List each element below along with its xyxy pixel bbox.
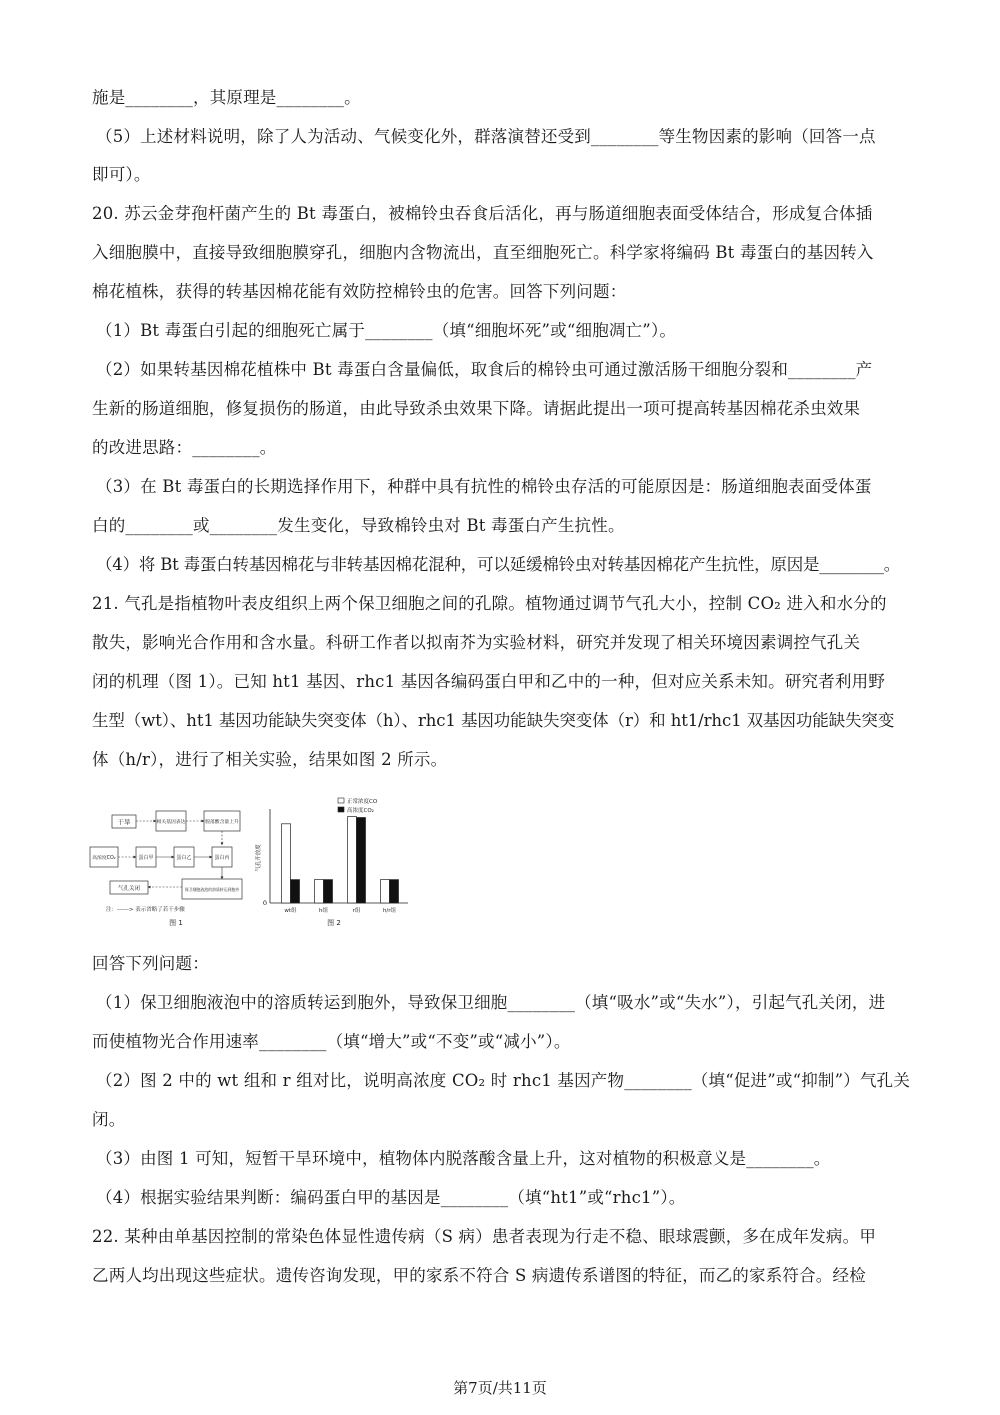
figure-2-caption: 图 2 bbox=[327, 919, 341, 927]
text-line: 施是________，其原理是________。 bbox=[92, 88, 361, 107]
x-tick-label: r组 bbox=[352, 908, 361, 914]
text-line: 即可）。 bbox=[92, 165, 151, 184]
legend-swatch bbox=[338, 798, 344, 803]
bar-normal-co2 bbox=[348, 817, 357, 903]
figure-1-note: 注：------> 表示省略了若干步骤 bbox=[106, 907, 185, 913]
legend-swatch bbox=[338, 807, 344, 812]
y-axis-label: 气孔开放度 bbox=[256, 844, 262, 872]
text-line: 棉花植株，获得的转基因棉花能有效防控棉铃虫的危害。回答下列问题： bbox=[92, 282, 627, 301]
node-aba-label: 脱落酸含量上升 bbox=[205, 820, 239, 825]
question-21-stem: 21. 气孔是指植物叶表皮组织上两个保卫细胞之间的孔隙。植物通过调节气孔大小，控制 CO₂ 进入和水分的 bbox=[92, 594, 887, 613]
legend-label: 高浓度CO₂ bbox=[347, 808, 374, 814]
bar-normal-co2 bbox=[381, 880, 390, 903]
x-tick-label: h/r组 bbox=[382, 908, 397, 914]
text-line: 的改进思路：________。 bbox=[92, 438, 277, 457]
text-line: 而使植物光合作用速率________（填“增大”或“不变”或“减小”）。 bbox=[92, 1032, 571, 1051]
bar-high-co2 bbox=[324, 880, 333, 903]
bar-high-co2 bbox=[357, 818, 366, 904]
text-line: 散失，影响光合作用和含水量。科研工作者以拟南芥为实验材料，研究并发现了相关环境因素调控气孔关 bbox=[92, 633, 861, 652]
page-footer: 第7页/共11页 bbox=[453, 1379, 547, 1397]
question-20-2: （2）如果转基因棉花植株中 Bt 毒蛋白含量偏低，取食后的棉铃虫可通过激活肠干细胞分裂和________产 bbox=[96, 360, 873, 379]
x-tick-label: wt组 bbox=[284, 908, 297, 914]
text-line: 闭。 bbox=[92, 1110, 126, 1129]
node-protein-a-label: 蛋白甲 bbox=[138, 855, 154, 861]
text-line: 生新的肠道细胞，修复损伤的肠道，由此导致杀虫效果下降。请据此提出一项可提高转基因棉花杀虫效果 bbox=[92, 399, 861, 418]
question-20-4: （4）将 Bt 毒蛋白转基因棉花与非转基因棉花混种，可以延缓棉铃虫对转基因棉花产生抗性，原因是________。 bbox=[96, 555, 901, 574]
node-stomata-close-label: 气孔关闭 bbox=[117, 886, 141, 892]
text-line: 乙两人均出现这些症状。遗传咨询发现，甲的家系不符合 S 病遗传系谱图的特征，而乙的家系符合。经检 bbox=[92, 1266, 866, 1285]
node-protein-c-label: 蛋白丙 bbox=[214, 855, 230, 861]
legend-label: 正常浓度CO bbox=[347, 799, 378, 805]
question-21-4: （4）根据实验结果判断：编码蛋白甲的基因是________（填“ht1”或“rhc1”）。 bbox=[96, 1188, 686, 1207]
question-21-2: （2）图 2 中的 wt 组和 r 组对比，说明高浓度 CO₂ 时 rhc1 基因产物________（填“促进”或“抑制”）气孔关 bbox=[96, 1071, 911, 1090]
bar-normal-co2 bbox=[315, 880, 324, 903]
text-line: 回答下列问题： bbox=[92, 954, 209, 973]
node-co2-label: 高浓度CO₂ bbox=[92, 856, 116, 861]
bar-high-co2 bbox=[291, 880, 300, 903]
text-line: 入细胞膜中，直接导致细胞膜穿孔，细胞内含物流出，直至细胞死亡。科学家将编码 Bt 毒蛋白的基因转入 bbox=[92, 243, 874, 262]
question-20-stem: 20. 苏云金芽孢杆菌产生的 Bt 毒蛋白，被棉铃虫吞食后活化，再与肠道细胞表面受体结合，形成复合体插 bbox=[92, 204, 873, 223]
text-line: 生型（wt）、ht1 基因功能缺失突变体（h）、rhc1 基因功能缺失突变体（r）和 ht1/rhc1 双基因功能缺失突变 bbox=[92, 711, 895, 730]
question-20-3: （3）在 Bt 毒蛋白的长期选择作用下，种群中具有抗性的棉铃虫存活的可能原因是：肠道细胞表面受体蛋 bbox=[96, 477, 872, 496]
bar-normal-co2 bbox=[282, 824, 291, 903]
question-19-5: （5）上述材料说明，除了人为活动、气候变化外，群落演替还受到________等生物因素的影响（回答一点 bbox=[96, 127, 876, 146]
y-origin-label: 0 bbox=[262, 899, 267, 907]
question-22-stem: 22. 某种由单基因控制的常染色体显性遗传病（S 病）患者表现为行走不稳、眼球震颤，多在成年发病。甲 bbox=[92, 1227, 877, 1246]
question-21-1: （1）保卫细胞液泡中的溶质转运到胞外，导致保卫细胞________（填“吸水”或“失水”），引起气孔关闭，进 bbox=[96, 993, 886, 1012]
figure-1-caption: 图 1 bbox=[169, 919, 183, 927]
bar-high-co2 bbox=[390, 880, 399, 903]
node-drought-label: 干旱 bbox=[117, 818, 131, 826]
figure-1-diagram bbox=[92, 795, 262, 930]
text-line: 闭的机理（图 1）。已知 ht1 基因、rhc1 基因各编码蛋白甲和乙中的一种，但对应关系未知。研究者利用野 bbox=[92, 672, 886, 691]
node-transport-label: 保卫细胞液泡的溶质转运到胞外 bbox=[184, 887, 240, 892]
node-gene-expression-label: 相关基因表达 bbox=[156, 820, 186, 825]
text-line: 白的________或________发生变化，导致棉铃虫对 Bt 毒蛋白产生抗性。 bbox=[92, 516, 625, 535]
figure-2-chart bbox=[256, 795, 412, 930]
question-21-3: （3）由图 1 可知，短暂干旱环境中，植物体内脱落酸含量上升，这对植物的积极意义是________。 bbox=[96, 1149, 831, 1168]
node-protein-b-label: 蛋白乙 bbox=[176, 855, 192, 861]
question-20-1: （1）Bt 毒蛋白引起的细胞死亡属于________（填“细胞坏死”或“细胞凋亡”）。 bbox=[96, 321, 677, 340]
x-tick-label: h组 bbox=[319, 908, 328, 914]
text-line: 体（h/r），进行了相关实验，结果如图 2 所示。 bbox=[92, 750, 448, 769]
